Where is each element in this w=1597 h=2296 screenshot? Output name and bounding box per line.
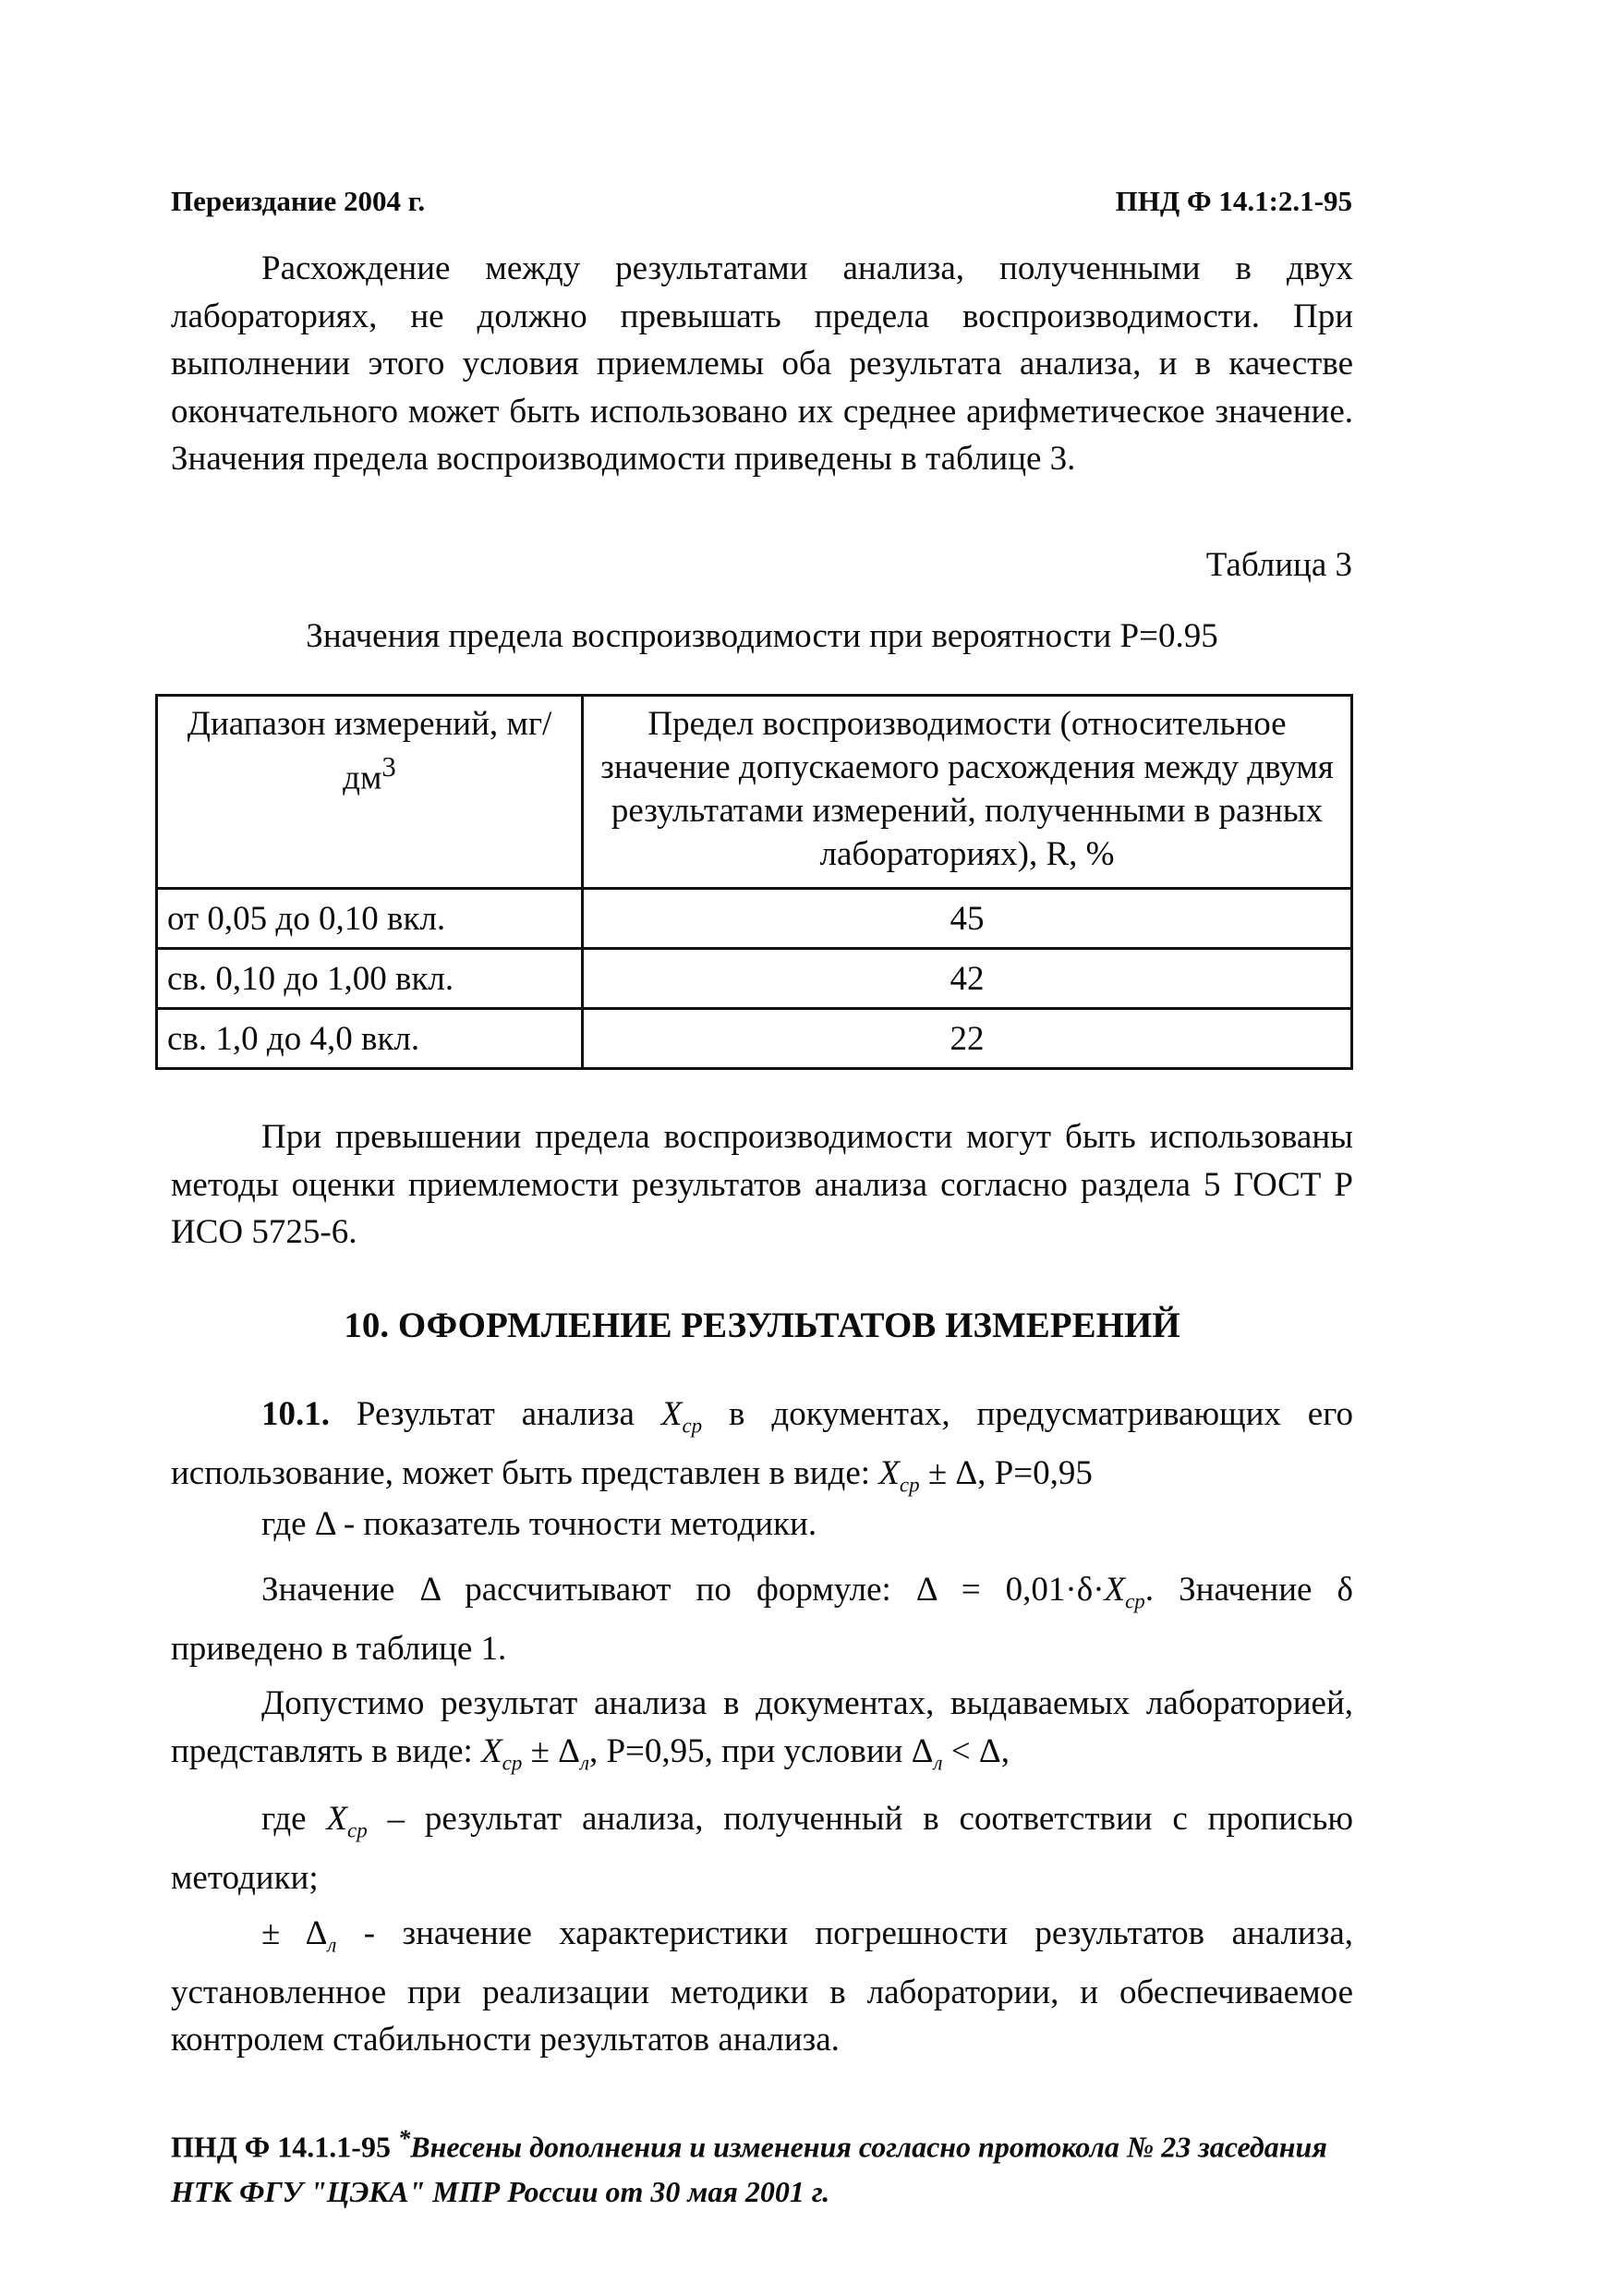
where-delta-paragraph: где Δ - показатель точности методики. [261,1505,817,1543]
symbol-sub: л [327,1933,337,1957]
symbol-x: X [481,1731,502,1770]
header-doc-code: ПНД Ф 14.1:2.1-95 [1115,185,1352,217]
symbol-x: X [660,1395,683,1433]
text-fragment: ± Δ [522,1731,580,1770]
table-title: Значения предела воспроизводимости при вероятности Р=0.95 [306,617,1218,655]
delta-formula-paragraph [171,1566,1353,1672]
value-cell: 42 [583,949,1352,1009]
col-header-limit: Предел воспроизводимости (относительное значение допускаемого расхождения между двумя результатами измерений, полученными в разных лабораториях), R, % [583,696,1352,889]
footnote [171,2116,1353,2214]
table-row [157,949,1352,1009]
range-cell: от 0,05 до 0,10 вкл. [157,889,583,949]
col-header-range-sup: 3 [381,751,396,783]
after-table-paragraph: При превышении предела воспроизводимости могут быть использованы методы оценки приемлемости результатов анализа согласно раздела 5 ГОСТ Р ИСО 5725-6. [171,1118,1353,1251]
symbol-sub: ср [1125,1589,1145,1613]
table-row [157,889,1352,949]
symbol-sub: ср [502,1750,523,1774]
text-fragment: < Δ, [942,1731,1010,1770]
table-label: Таблица 3 [1205,546,1352,584]
range-cell: св. 1,0 до 4,0 вкл. [157,1009,583,1069]
delta-l-paragraph [171,1910,1353,2064]
clause-number: 10.1. [261,1395,330,1433]
symbol-sub: л [579,1750,589,1774]
symbol-x: X [326,1800,348,1838]
section-title: 10. ОФОРМЛЕНИЕ РЕЗУЛЬТАТОВ ИЗМЕРЕНИЙ [344,1306,1180,1345]
reproducibility-table [155,694,1353,1070]
text-fragment: ± Δ, Р=0,95 [919,1453,1093,1492]
text-fragment: – результат анализа, полученный в соответствии с прописью методики; [171,1800,1353,1897]
col-header-range [157,696,583,889]
text-fragment: где [261,1800,327,1838]
paragraph-10-1 [171,1391,1353,1509]
footnote-code: ПНД Ф 14.1.1-95 [171,2130,391,2164]
text-fragment: - значение характеристики погрешности результатов анализа, установленное при реализации методики в лаборатории, и обеспечиваемое контролем стабильности результатов анализа. [171,1914,1354,2059]
symbol-sub: ср [347,1818,368,1842]
where-x-paragraph [171,1795,1353,1901]
page-header [171,185,1352,231]
footnote-marker: * [397,2124,411,2152]
allowed-paragraph [171,1680,1353,1786]
text-fragment: в документах, предусматривающих его использование, может быть представлен в виде: [171,1395,1353,1492]
col-header-range-text: Диапазон измерений, мг/дм [187,705,552,797]
table-row [157,1009,1352,1069]
symbol-x: X [1104,1571,1126,1609]
footnote-text: Внесены дополнения и изменения согласно протокола № 23 заседания НТК ФГУ "ЦЭКА" МПР России от 30 мая 2001 г. [171,2130,1327,2208]
symbol-sub: ср [682,1414,703,1438]
range-cell: св. 0,10 до 1,00 вкл. [157,949,583,1009]
text-fragment: Результат анализа [330,1395,661,1433]
table-header-row [157,696,1352,889]
intro-paragraph: Расхождение между результатами анализа, полученными в двух лабораториях, не должно превышать предела воспроизводимости. При выполнении этого условия приемлемы оба результата анализа, и в качестве окончательного может быть использовано их среднее арифметическое значение. Значения предела воспроизводимости приведены в таблице 3. [171,249,1353,478]
text-fragment: ± Δ [261,1914,328,1952]
text-fragment: Допустимо результат анализа в документах, выдаваемых лабораторией, представлять в виде: [171,1684,1353,1770]
symbol-sub: ср [899,1473,920,1497]
symbol-sub: л [933,1750,943,1774]
header-edition: Переиздание 2004 г. [171,185,426,217]
value-cell: 22 [583,1009,1352,1069]
symbol-x: X [878,1453,900,1492]
text-fragment: Значение Δ рассчитывают по формуле: Δ = 0,01·δ· [261,1571,1105,1609]
text-fragment: , Р=0,95, при условии Δ [588,1731,934,1770]
value-cell: 45 [583,889,1352,949]
text-fragment: . Значение δ приведено в таблице 1. [171,1571,1353,1668]
